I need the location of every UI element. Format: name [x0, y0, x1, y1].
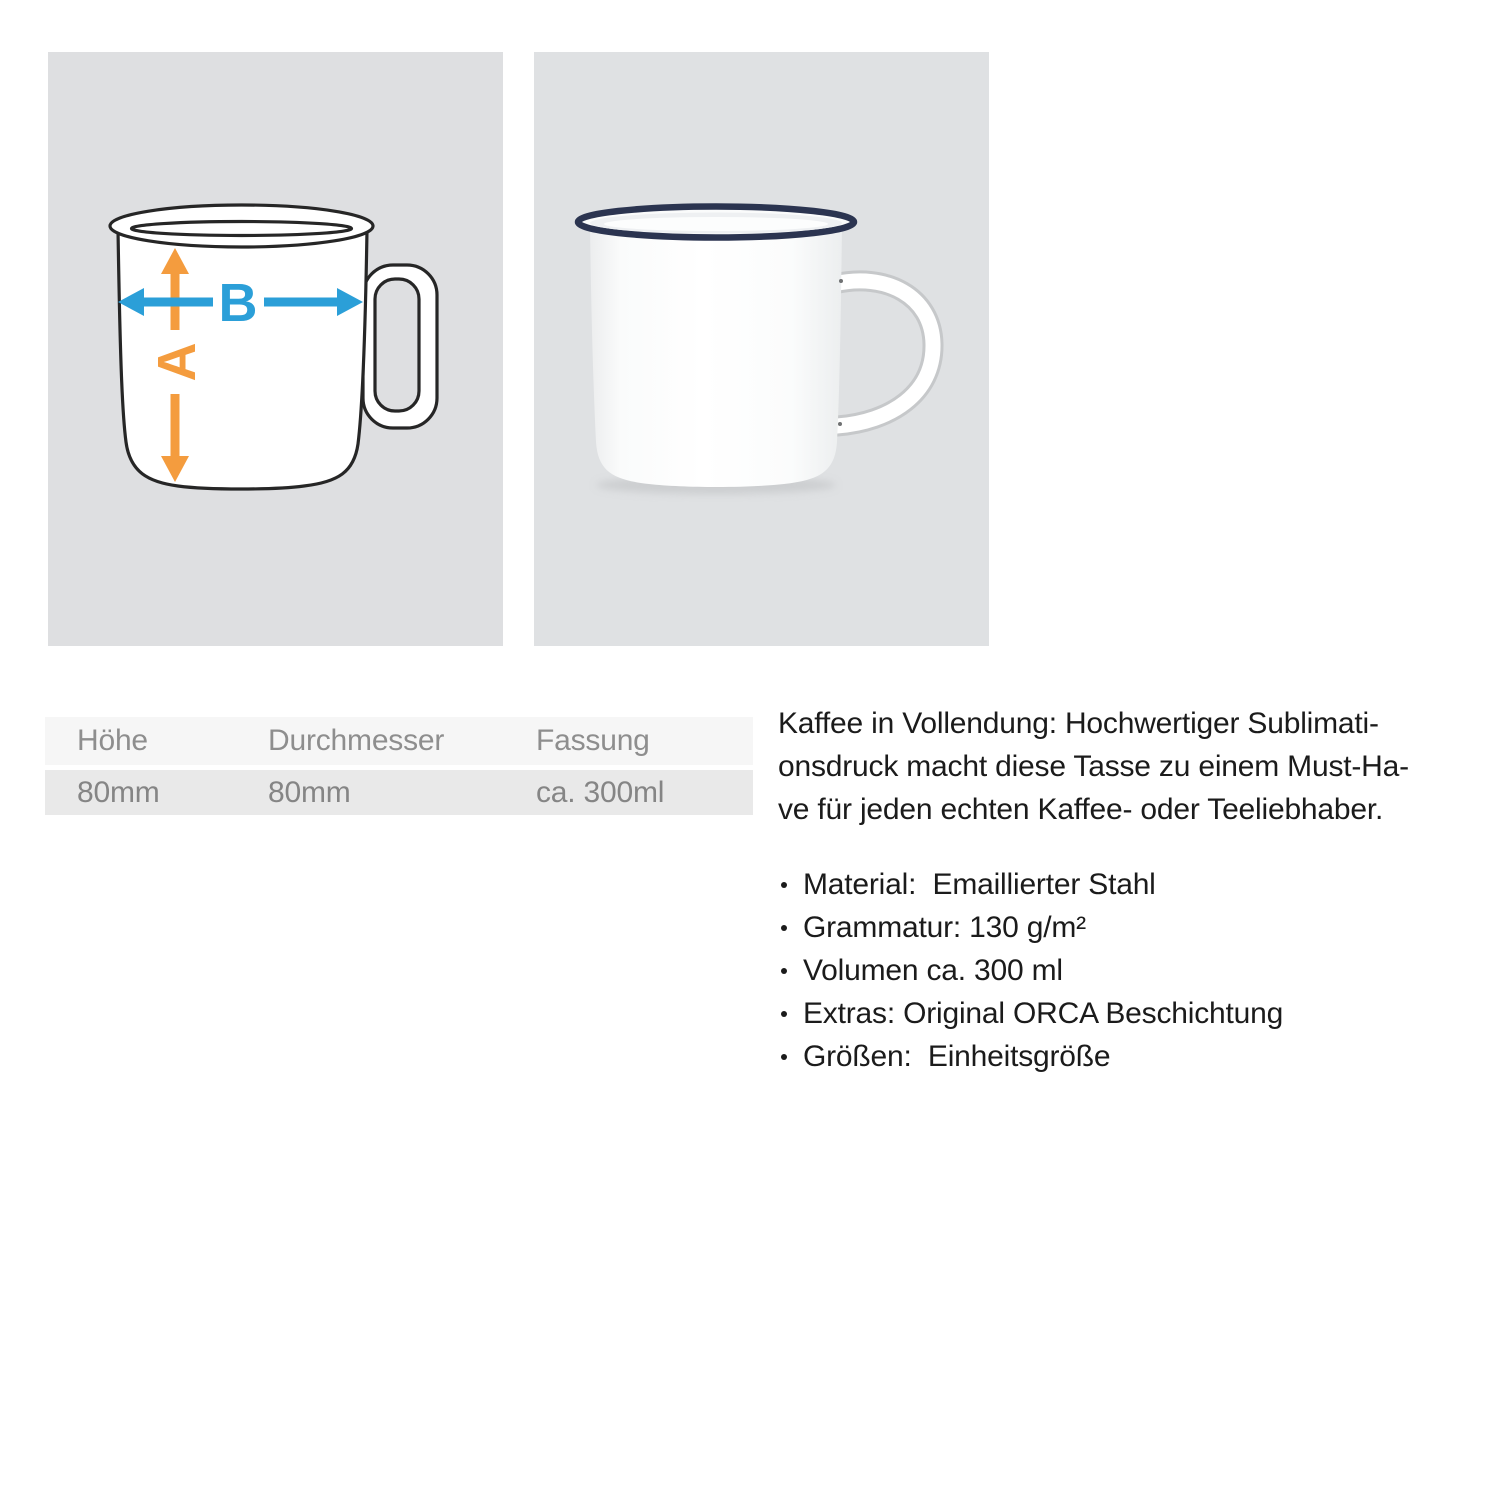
mug-dimensions-diagram — [48, 52, 503, 646]
diameter-dimension-label: B — [218, 273, 258, 333]
feature-material: Material: Emaillierter Stahl — [778, 863, 1478, 906]
bullet-dot-icon — [781, 968, 787, 974]
enamel-mug-image — [534, 52, 989, 646]
bullet-dot-icon — [781, 1054, 787, 1060]
product-feature-list — [778, 863, 1478, 1078]
feature-extras: Extras: Original ORCA Beschichtung — [778, 992, 1478, 1035]
description-line-3: ve für jeden echten Kaffee- oder Teeliebhaber. — [778, 793, 1384, 826]
size-table-value-capacity: ca. 300ml — [536, 775, 665, 809]
photo-mug-handle — [834, 281, 933, 426]
mug-line-drawing-illustration — [48, 52, 503, 646]
photo-mug-body — [590, 226, 842, 487]
product-description — [778, 702, 1478, 1078]
size-table-header-diameter: Durchmesser — [268, 724, 445, 757]
size-table-header-capacity: Fassung — [536, 724, 650, 757]
size-table-header-row — [45, 717, 753, 765]
size-table-header-height: Höhe — [77, 724, 148, 757]
description-line-2: onsdruck macht diese Tasse zu einem Must-Ha- — [778, 750, 1409, 783]
size-table-value-row — [45, 770, 753, 815]
feature-grammage: Grammatur: 130 g/m² — [778, 906, 1478, 949]
height-dimension-label: A — [147, 342, 207, 382]
bullet-dot-icon — [781, 882, 787, 888]
size-table-value-height: 80mm — [77, 775, 160, 809]
description-paragraph — [778, 702, 1478, 831]
description-line-1: Kaffee in Vollendung: Hochwertiger Sublimati- — [778, 707, 1379, 740]
feature-sizes: Größen: Einheitsgröße — [778, 1035, 1478, 1078]
bullet-dot-icon — [781, 925, 787, 931]
photo-mug-interior — [604, 217, 828, 231]
size-table-value-diameter: 80mm — [268, 775, 351, 809]
feature-volume: Volumen ca. 300 ml — [778, 949, 1478, 992]
drawn-mug-opening — [132, 222, 352, 236]
mug-product-photo — [534, 52, 989, 646]
size-table — [45, 717, 753, 815]
bullet-dot-icon — [781, 1011, 787, 1017]
